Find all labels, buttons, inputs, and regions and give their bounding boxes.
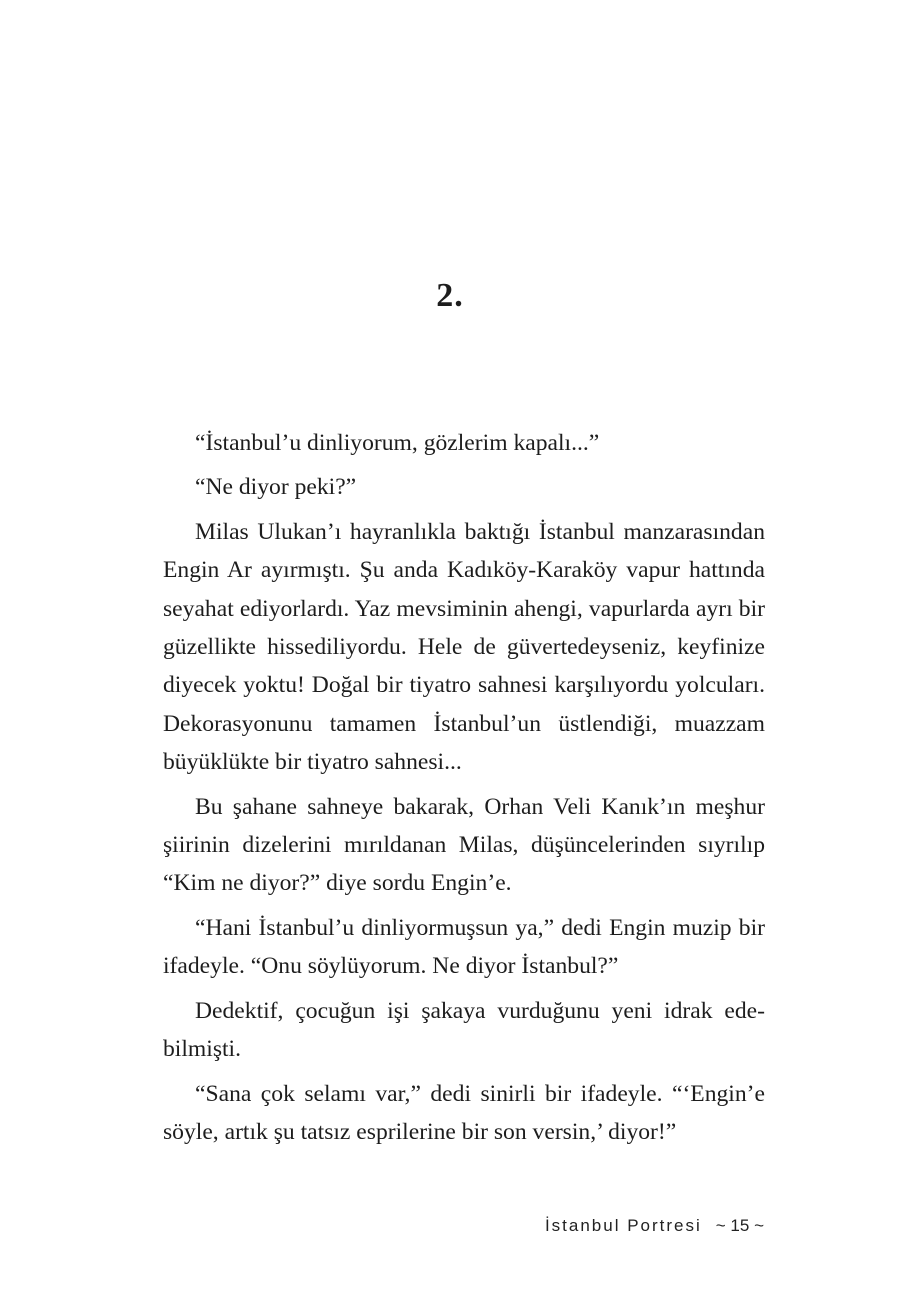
paragraph: “İstanbul’u dinliyorum, gözlerim kapalı...”	[195, 430, 600, 456]
paragraph: “Hani İstanbul’u dinliyormuşsun ya,” dedi Engin muzip bir ifadeyle. “Onu söylüyorum. Ne diyor İstanbul?”	[163, 914, 765, 980]
chapter-body	[163, 424, 765, 1157]
book-title: İstanbul Portresi	[544, 1216, 702, 1235]
page-number: ~ 15 ~	[715, 1216, 764, 1235]
paragraph: Dedektif, çocuğun işi şakaya vurduğunu yeni idrak edebilmişti.	[163, 997, 765, 1063]
paragraph: “Sana çok selamı var,” dedi sinirli bir ifadeyle. “‘Engin’e söyle, artık şu tatsız esprilerine bir son versin,’ diyor!”	[163, 1080, 765, 1145]
paragraph: Milas Ulukan’ı hayranlıkla baktığı İstanbul manzarasından Engin Ar ayırmıştı. Şu anda Kadıköy-Karaköy vapur hattında seyahat ediyorlardı. Yaz mevsiminin ahengi, vapurlarda ayrı bir güzellikte hissediliyordu. Hele de güvertedeyseniz, keyfinize diyecek yoktu! Doğal bir tiyatro sahnesi karşılıyordu yolcuları. Dekorasyonunu tamamen İstanbul’un üstlendiği, muazzam büyüklükte bir tiyatro sahnesi...	[163, 518, 765, 776]
paragraph: Bu şahane sahneye bakarak, Orhan Veli Kanık’ın meşhur şiirinin dizelerini mırıldanan Milas, düşüncelerinden sıyrılıp “Kim ne diyor?” diye sordu Engin’e.	[163, 793, 765, 897]
running-footer	[545, 1216, 764, 1236]
paragraph: “Ne diyor peki?”	[195, 474, 357, 501]
chapter-number: 2.	[436, 277, 464, 314]
